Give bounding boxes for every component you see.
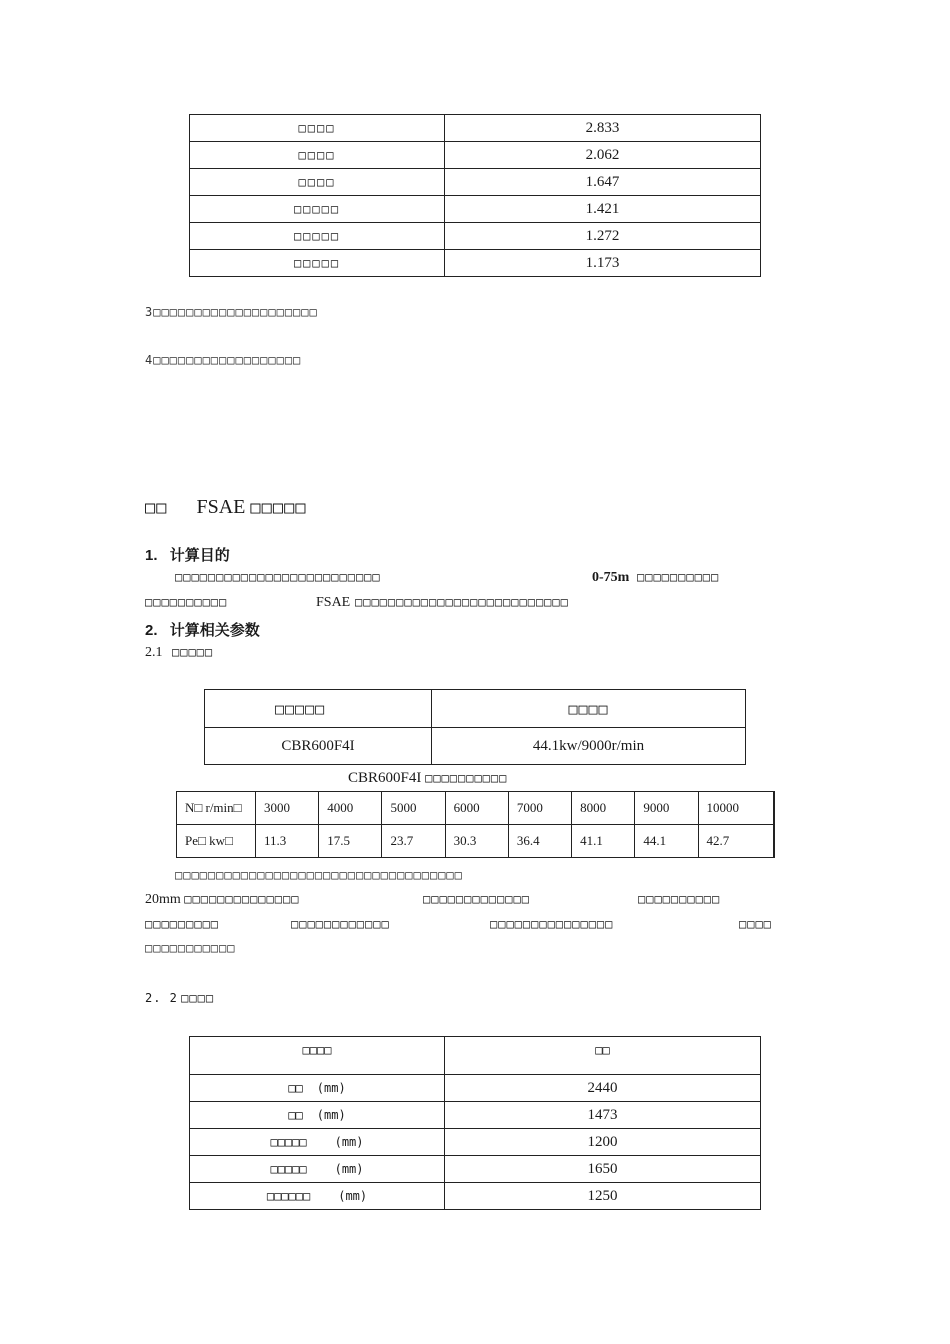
- heading-parameters: [145, 619, 260, 640]
- text-run: FSAE: [316, 595, 351, 610]
- heading-text: 计算目的: [169, 547, 230, 564]
- section-title-latin: FSAE: [196, 496, 246, 518]
- subheading-2-2: [145, 990, 214, 1006]
- table-cell: □□□□□: [190, 223, 445, 250]
- table-cell: 1.272: [445, 223, 761, 250]
- table-row: [190, 1183, 761, 1210]
- table-row: [177, 792, 775, 825]
- text-run: 0-75m: [592, 570, 630, 585]
- table-header-row: [190, 1037, 761, 1075]
- heading-number: 2.: [145, 622, 158, 639]
- table-cell: 2.833: [445, 115, 761, 142]
- table-header-cell: □□□□: [432, 690, 746, 728]
- table-row: [190, 250, 761, 277]
- purpose-line-2: [145, 595, 745, 611]
- table-cell: 2.062: [445, 142, 761, 169]
- table-cell: 23.7: [382, 825, 445, 858]
- text-run: 20mm: [145, 892, 181, 907]
- table-cell: 3000: [256, 792, 319, 825]
- table-cell: 1.173: [445, 250, 761, 277]
- table-row: [190, 142, 761, 169]
- table-cell: 42.7: [698, 825, 774, 858]
- table-header-cell: □□□□□: [205, 690, 432, 728]
- table-cell: 1.647: [445, 169, 761, 196]
- table-cell: 44.1kw/9000r/min: [432, 728, 746, 765]
- subheading-number: 2. 2: [145, 991, 178, 1005]
- table-row: [190, 1156, 761, 1183]
- table-cell: [190, 1156, 445, 1183]
- table-header-row: [205, 690, 746, 728]
- table-cell: 36.4: [508, 825, 571, 858]
- param-name: □□: [288, 1108, 303, 1122]
- table-row: [190, 1129, 761, 1156]
- table-cell: [190, 1129, 445, 1156]
- param-name: □□□□□: [270, 1135, 307, 1149]
- text-run: □□□□□□□□□□: [145, 595, 228, 609]
- table-cell: 1650: [445, 1156, 761, 1183]
- subheading-text: □□□□: [181, 991, 215, 1005]
- power-table: [176, 791, 775, 858]
- table-cell: 4000: [319, 792, 382, 825]
- text-run: □□□□□□□□□□□□□□□: [490, 917, 614, 931]
- table-cell: 44.1: [635, 825, 698, 858]
- table-cell: □□□□: [190, 142, 445, 169]
- note-item-3: 3□□□□□□□□□□□□□□□□□□□□: [145, 305, 318, 319]
- text-run: □□□□□□□□□□□□□□: [184, 892, 300, 906]
- table-header-cell: □□: [445, 1037, 761, 1075]
- table-cell: 6000: [445, 792, 508, 825]
- table-row: [190, 1075, 761, 1102]
- param-name: □□□□□□: [266, 1189, 311, 1203]
- section-heading: [145, 496, 307, 519]
- table-cell: 1473: [445, 1102, 761, 1129]
- table-cell: N□ r/min□: [177, 792, 256, 825]
- text-run: □□□□: [739, 917, 772, 931]
- gear-ratio-table: [189, 114, 761, 277]
- text-run: □□□□□□□□□□: [637, 570, 720, 584]
- table-cell: □□□□: [190, 169, 445, 196]
- table-cell: 1250: [445, 1183, 761, 1210]
- caption-text: □□□□□□□□□□: [425, 771, 508, 785]
- param-unit: (mm): [316, 1108, 346, 1122]
- param-unit: (mm): [334, 1135, 364, 1149]
- table-cell: 8000: [572, 792, 635, 825]
- paragraph-line-3: [145, 917, 785, 933]
- table-cell: 1200: [445, 1129, 761, 1156]
- table-cell: 5000: [382, 792, 445, 825]
- table-cell: 7000: [508, 792, 571, 825]
- table-cell: 30.3: [445, 825, 508, 858]
- subheading-2-1: [145, 645, 213, 661]
- purpose-line-1: [175, 570, 735, 586]
- text-run: □□□□□□□□□□□□□□□□□□□□□□□□□□: [355, 595, 569, 609]
- note-item-4: 4□□□□□□□□□□□□□□□□□□: [145, 353, 302, 367]
- table-cell: CBR600F4I: [205, 728, 432, 765]
- text-run: □□□□□□□□□□: [638, 892, 721, 906]
- table-cell: 10000: [698, 792, 774, 825]
- param-name: □□□□□: [270, 1162, 307, 1176]
- param-unit: (mm): [334, 1162, 364, 1176]
- paragraph-line-2: [145, 892, 785, 908]
- table-row: [205, 728, 746, 765]
- section-number: □□: [145, 498, 168, 518]
- table-cell: 1.421: [445, 196, 761, 223]
- table-row: [190, 1102, 761, 1129]
- power-table-caption: [348, 770, 507, 787]
- param-name: □□: [288, 1081, 303, 1095]
- paragraph-line-4: □□□□□□□□□□□: [145, 941, 236, 955]
- caption-model: CBR600F4I: [348, 770, 422, 786]
- table-cell: [190, 1183, 445, 1210]
- table-cell: □□□□□: [190, 196, 445, 223]
- heading-number: 1.: [145, 547, 158, 564]
- table-cell: Pe□ kw□: [177, 825, 256, 858]
- table-row: [190, 169, 761, 196]
- table-cell: 2440: [445, 1075, 761, 1102]
- heading-purpose: [145, 544, 230, 565]
- vehicle-parameter-table: [189, 1036, 761, 1210]
- table-header-cell: □□□□: [190, 1037, 445, 1075]
- table-cell: 11.3: [256, 825, 319, 858]
- paragraph-line-1: □□□□□□□□□□□□□□□□□□□□□□□□□□□□□□□□□□□: [175, 868, 463, 882]
- param-unit: (mm): [338, 1189, 368, 1203]
- subheading-text: □□□□□: [172, 645, 214, 659]
- table-row: [190, 196, 761, 223]
- section-title-rest: □□□□□: [250, 498, 307, 518]
- table-row: [177, 825, 775, 858]
- engine-table: [204, 689, 746, 765]
- table-cell: 17.5: [319, 825, 382, 858]
- param-unit: (mm): [316, 1081, 346, 1095]
- table-row: [190, 115, 761, 142]
- table-cell: □□□□□: [190, 250, 445, 277]
- table-row: [190, 223, 761, 250]
- text-run: □□□□□□□□□□□□□□□□□□□□□□□□□: [175, 570, 381, 584]
- text-run: □□□□□□□□□□□□: [291, 917, 390, 931]
- subheading-number: 2.1: [145, 645, 163, 660]
- heading-text: 计算相关参数: [169, 622, 260, 639]
- table-cell: □□□□: [190, 115, 445, 142]
- table-cell: 9000: [635, 792, 698, 825]
- text-run: □□□□□□□□□□□□□: [423, 892, 530, 906]
- table-cell: [190, 1102, 445, 1129]
- table-cell: 41.1: [572, 825, 635, 858]
- text-run: □□□□□□□□□: [145, 917, 220, 931]
- table-cell: [190, 1075, 445, 1102]
